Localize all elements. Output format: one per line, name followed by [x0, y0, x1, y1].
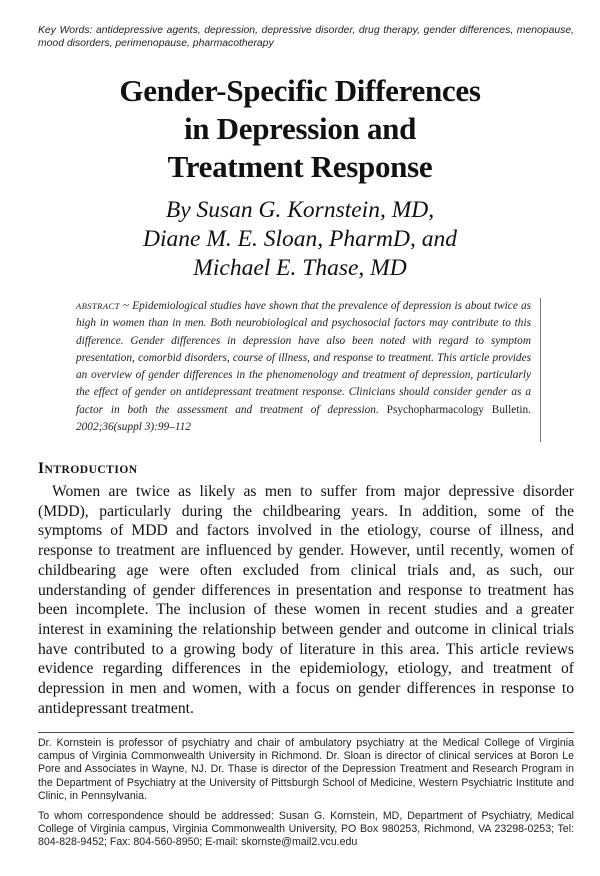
- article-title: [20, 72, 580, 186]
- title-line: in Depression and: [183, 111, 417, 146]
- heading-initial: I: [38, 460, 45, 477]
- introduction-paragraph: Women are twice as likely as men to suffer from major depressive disorder (MDD), particularly during the childbearing years. In addition, some of the symptoms of MDD and factors involved in the etiology, course of illness, and response to treatment are influenced by gender. However, until recently, women of childbearing age were often excluded from clinical trials and, as such, our understanding of gender differences in presentation and response to treatment has been incomplete. The inclusion of these women in recent studies and a greater interest in examining the relationship between gender and outcome in clinical trials have contributed to a growing body of literature in this area. This article reviews evidence regarding differences in the epidemiology, etiology, and treatment of depression in men and women, with a focus on gender differences in response to antidepressant treatment.: [38, 483, 574, 717]
- footnote-correspondence: To whom correspondence should be addressed: Susan G. Kornstein, MD, Department of Psychiatry, Medical College of Virginia campus, Virginia Commonwealth University, PO Box 980253, Richmond, VA 23298-0253; Tel: 804-828-9452; Fax: 804-560-8950; E-mail: skornste@mail2.vcu.edu: [38, 810, 574, 849]
- heading-rest: NTRODUCTION: [44, 464, 138, 476]
- author-line: Diane M. E. Sloan, PharmD, and: [143, 226, 457, 252]
- abstract-text: Epidemiological studies have shown that the prevalence of depression is about twice as high in women than in men. Both neurobiological and psychosocial factors may contribute to this difference. Gender differences in depression have also been noted with regard to symptom presentation, comorbid disorders, course of illness, and response to treatment. This article provides an overview of gender differences in the phenomenology and treatment of depression, particularly the effect of gender on antidepressant treatment response. Clinicians should consider gender as a factor in both the assessment and treatment of depression.: [76, 300, 532, 416]
- keywords: Key Words: antidepressive agents, depression, depressive disorder, drug therapy, gender differences, menopause, mood disorders, perimenopause, pharmacotherapy: [38, 25, 574, 49]
- title-line: Gender-Specific Differences: [119, 73, 481, 108]
- footnote-divider: [38, 732, 574, 733]
- section-heading-introduction: [38, 460, 138, 478]
- abstract-label: ABSTRACT: [76, 301, 120, 311]
- journal-name: Psychopharmacology Bulletin.: [386, 403, 532, 416]
- title-line: Treatment Response: [167, 149, 433, 184]
- abstract: [76, 298, 537, 436]
- author-byline: [20, 196, 580, 283]
- author-line: By Susan G. Kornstein, MD,: [165, 197, 435, 223]
- abstract-side-rule: [540, 298, 541, 442]
- author-line: Michael E. Thase, MD: [193, 255, 407, 281]
- abstract-separator: ~: [119, 300, 133, 312]
- journal-citation: 2002;36(suppl 3):99–112: [76, 421, 191, 434]
- footnote-affiliations: Dr. Kornstein is professor of psychiatry and chair of ambulatory psychiatry at the Medical College of Virginia campus of Virginia Commonwealth University in Richmond. Dr. Sloan is director of clinical services at Boron Le Pore and Associates in Wayne, NJ. Dr. Thase is director of the Depression Treatment and Research Program in the Department of Psychiatry at the University of Pittsburgh School of Medicine, Western Psychiatric Institute and Clinic, in Pennsylvania.: [38, 737, 574, 802]
